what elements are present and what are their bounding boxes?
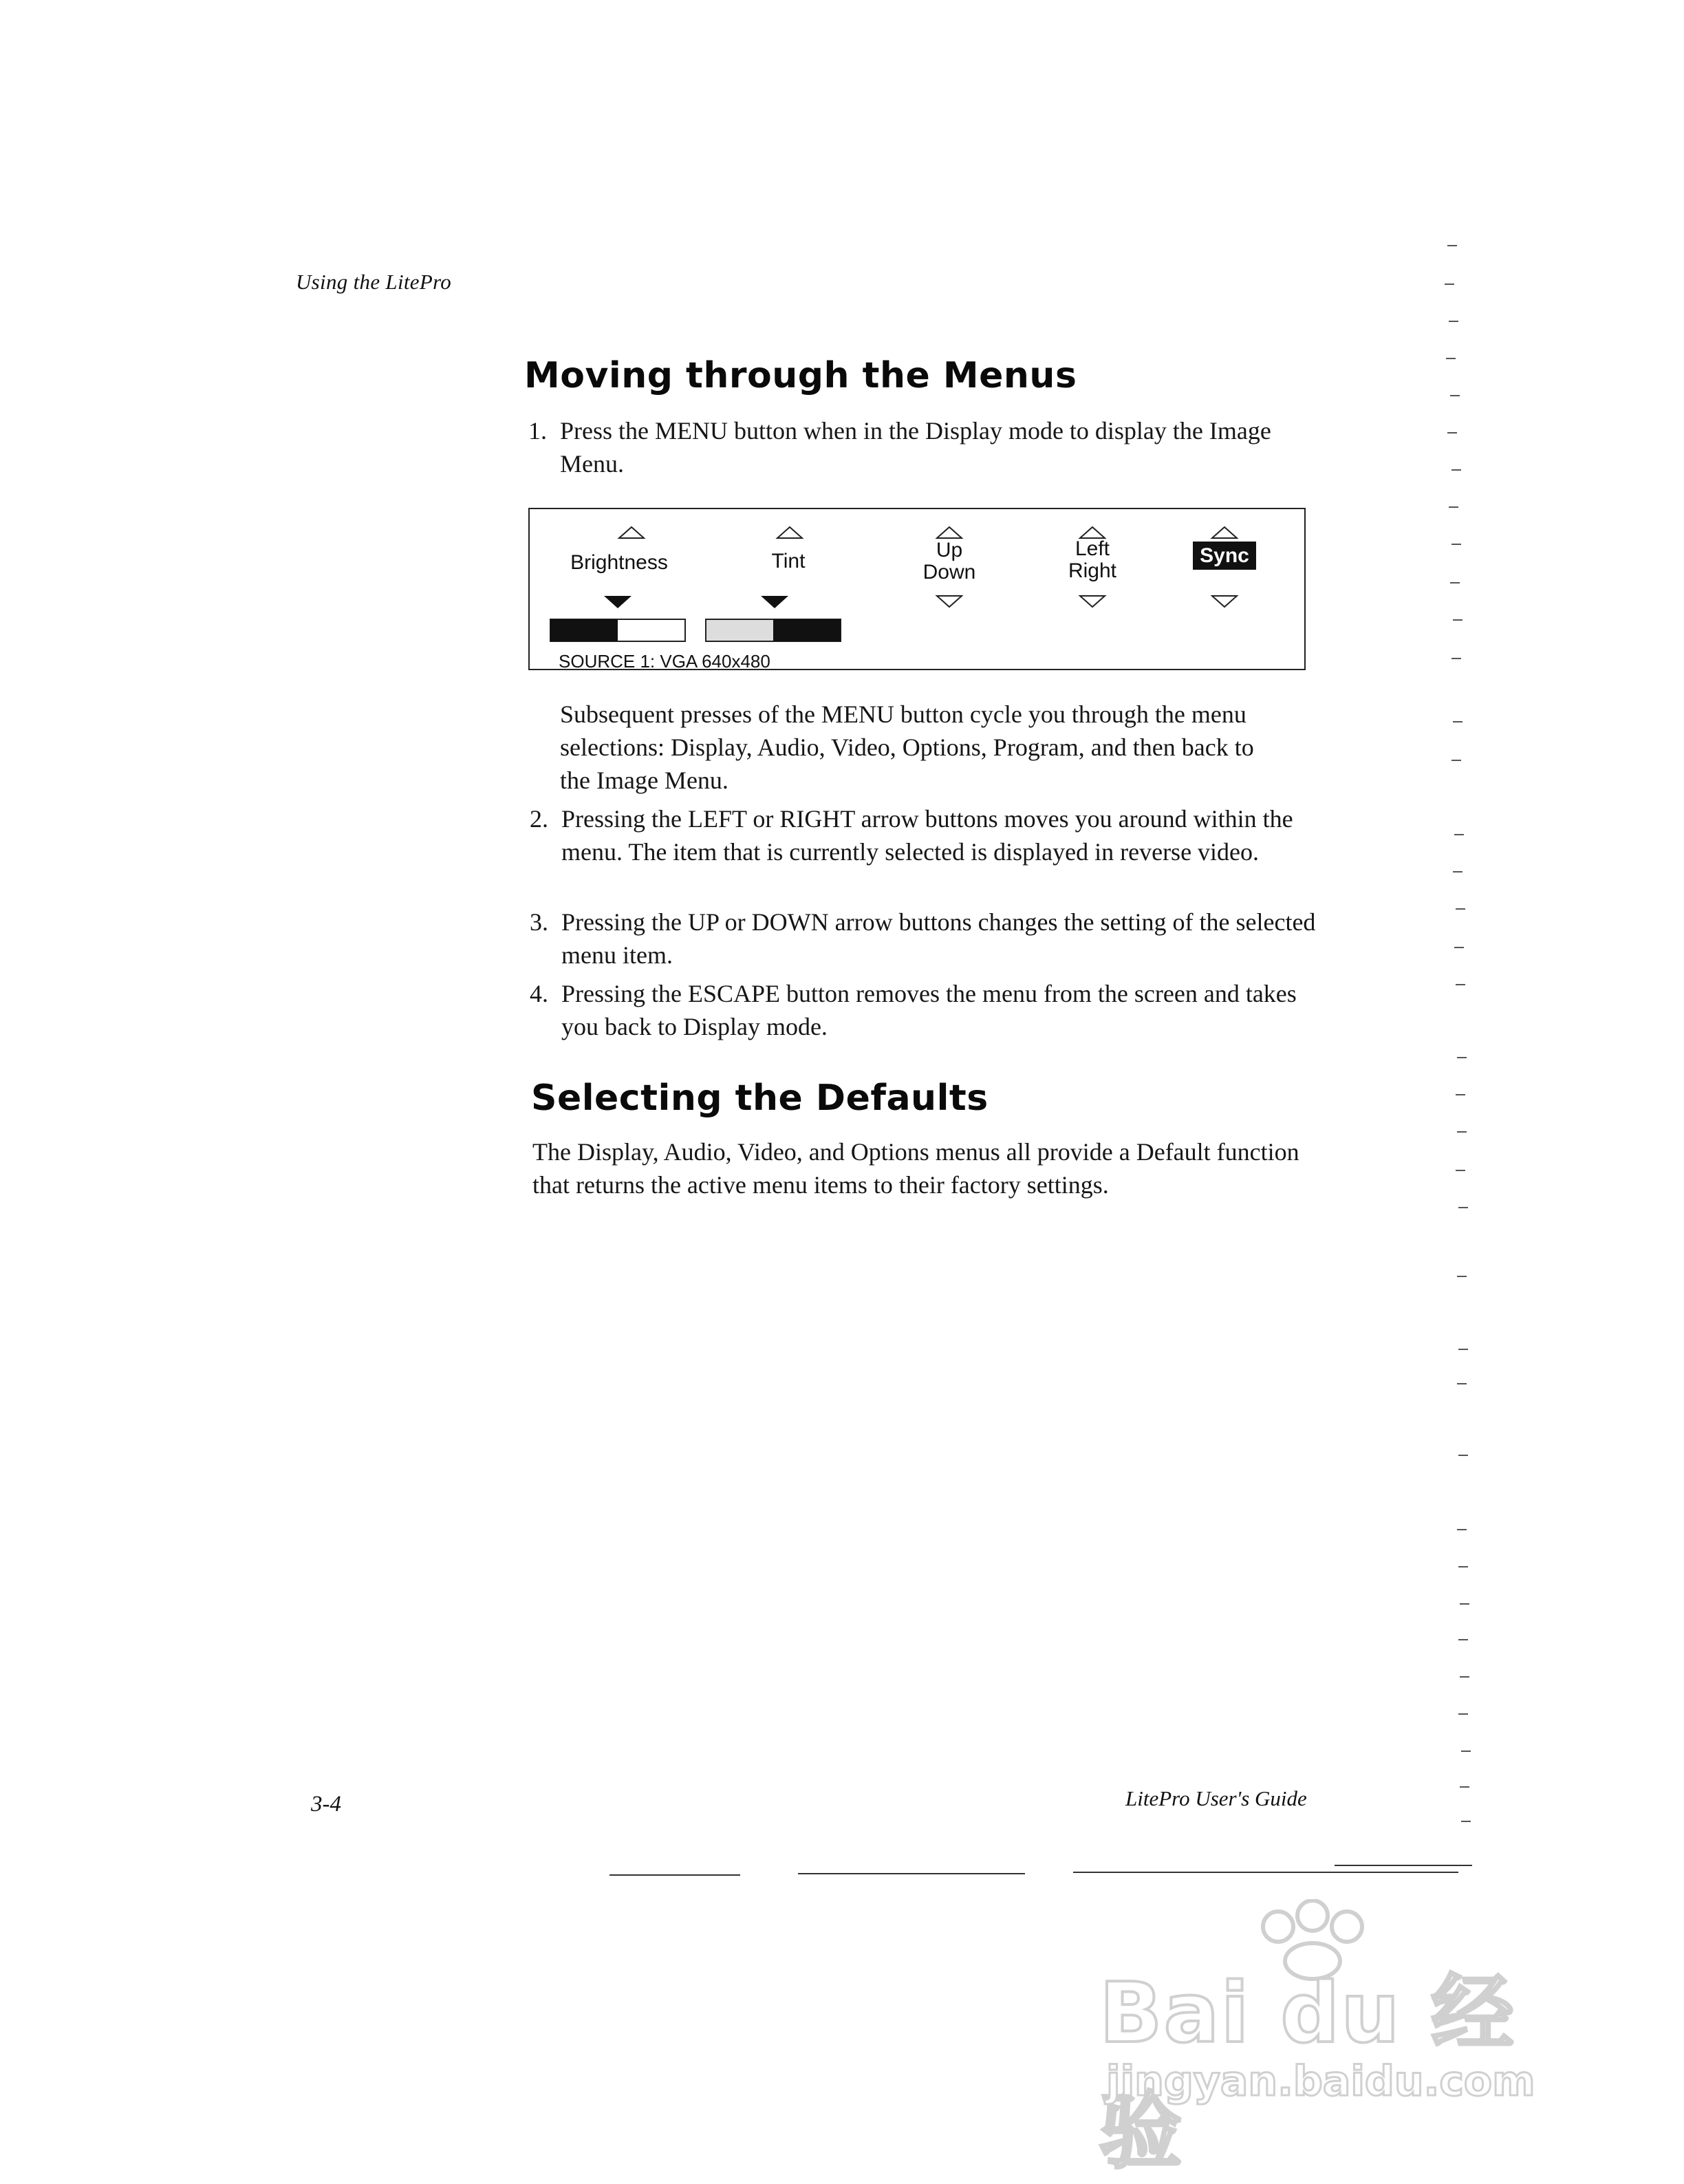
up-arrow-icon xyxy=(1080,527,1105,538)
down-arrow-icon xyxy=(1080,596,1105,607)
defaults-paragraph: The Display, Audio, Video, and Options menus all provide a Default function that returns the active menu items to their factory settings. xyxy=(532,1138,1299,1199)
menu-cycle-paragraph: Subsequent presses of the MENU button cycle you through the menu selections: Display, Audio, Video, Options, Program, and then back to the Image Menu. xyxy=(560,700,1254,794)
baidu-watermark xyxy=(1099,1899,1540,2180)
up-arrow-icon xyxy=(1212,527,1237,538)
step-3-number: 3. xyxy=(530,908,548,936)
menu-arrows-graphic xyxy=(530,509,1304,669)
down-arrow-filled-icon xyxy=(761,596,788,608)
menu-item-brightness: Brightness xyxy=(570,551,668,574)
brightness-level-fill xyxy=(550,619,618,641)
step-2-text: Pressing the LEFT or RIGHT arrow buttons moves you around within the menu. The item that is currently selected is displayed in reverse video. xyxy=(561,805,1293,866)
menu-item-tint: Tint xyxy=(771,550,806,572)
page-number: 3-4 xyxy=(311,1792,341,1817)
scan-rule xyxy=(1335,1865,1472,1866)
scan-rule xyxy=(1073,1872,1458,1873)
down-arrow-icon xyxy=(937,596,962,607)
down-arrow-icon xyxy=(1212,596,1237,607)
menu-item-sync-wrap xyxy=(1190,545,1259,567)
step-3-text: Pressing the UP or DOWN arrow buttons changes the setting of the selected menu item. xyxy=(561,908,1316,969)
up-arrow-icon xyxy=(619,527,644,538)
step-4-text: Pressing the ESCAPE button removes the menu from the screen and takes you back to Display mode. xyxy=(561,980,1297,1040)
menu-item-sync-selected: Sync xyxy=(1193,542,1256,570)
section-heading-moving-menus: Moving through the Menus xyxy=(524,355,1077,396)
watermark-brand: Bai du 经验 xyxy=(1099,1966,1515,2180)
tint-level-fill xyxy=(773,619,841,641)
up-arrow-icon xyxy=(937,527,962,538)
down-arrow-filled-icon xyxy=(604,596,632,608)
menu-item-up: Up xyxy=(936,539,963,561)
step-1-number: 1. xyxy=(528,417,547,445)
guide-title: LitePro User's Guide xyxy=(1125,1786,1307,1810)
step-4-number: 4. xyxy=(530,980,548,1007)
up-arrow-icon xyxy=(777,527,802,538)
menu-item-right: Right xyxy=(1068,559,1117,582)
step-1-text: Press the MENU button when in the Display mode to display the Image Menu. xyxy=(560,417,1271,478)
source-indicator: SOURCE 1: VGA 640x480 xyxy=(559,651,770,672)
image-menu-screen xyxy=(528,508,1306,670)
step-2-number: 2. xyxy=(530,805,548,833)
scan-rule xyxy=(798,1873,1025,1874)
scan-rule xyxy=(609,1874,740,1876)
watermark-url: jingyan.baidu.com xyxy=(1106,2057,1535,2106)
section-heading-defaults: Selecting the Defaults xyxy=(531,1078,989,1119)
menu-item-down: Down xyxy=(922,561,976,584)
menu-item-left: Left xyxy=(1075,537,1110,560)
running-head: Using the LitePro xyxy=(296,270,452,294)
